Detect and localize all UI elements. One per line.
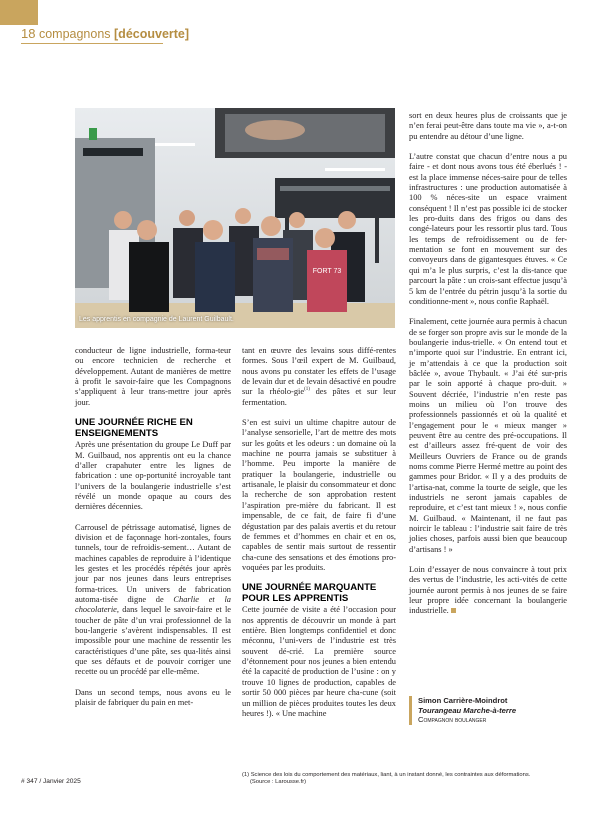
col1-p2-italic-title: Charlie et la chocolaterie [75, 595, 231, 615]
col1-paragraph-1: Après une présentation du groupe Le Duff par M. Guilbaud, nos apprentis ont eu la chance d’aller crapahuter entre les lignes de fabrication : une op-portunité incroyable tant l’univers de la boulangerie industrielle s’est révélé un monde opaque au cours des dernières décennies. [75, 440, 231, 512]
text-column-1 [75, 346, 231, 719]
col1-paragraph-2 [75, 523, 231, 678]
photo-caption: Les apprentis en compagnie de Laurent Guilbault. [79, 316, 234, 323]
footnote-text: (1) Science des lois du comportement des matériaux, liant, à un instant donné, les contraintes aux déformations. [242, 772, 531, 778]
col1-p2-text-b: , dans lequel le savoir-faire et le toucher de pâte d’un vrai professionnel de la bou-langerie s’avèrent indispensables. Il est impossible pour une machine de ressentir les caractéristiques d’une pâte, ses qua-lités ainsi que ses défauts et de pouvoir corriger une recette ou un procédé par elle-même. [75, 605, 231, 677]
col1-paragraph-3: Dans un second temps, nous avons eu le plaisir de fabriquer du pain en met- [75, 687, 231, 708]
header-rule [21, 43, 163, 44]
author-signature [409, 696, 569, 725]
subheading-journee-marquante: UNE JOURNÉE MARQUANTE POUR LES APPRENTIS [242, 582, 377, 604]
photo-illustration [75, 108, 395, 328]
col2-p1-text-a: tant en œuvre des levains sous diffé-rentes formes. Sous l’œil expert de M. Guilbaud, nous avons pu constater les effets de l’usage de levain dur et de levain désactivé en poudre sur la rhéolo-gie [242, 346, 396, 397]
author-name: Simon Carrière-Moindrot [418, 696, 508, 705]
author-title: Compagnon boulanger [418, 715, 487, 725]
text-column-3 [409, 111, 567, 627]
col2-paragraph-1 [242, 346, 396, 408]
footnote [242, 772, 582, 787]
section-tag: [découverte] [114, 27, 190, 41]
corner-accent-block [0, 0, 38, 25]
footnote-source: (Source : Larousse.fr) [250, 779, 307, 786]
col2-paragraph-2: S’en est suivi un ultime chapitre autour de l’analyse sensorielle, l’art de mettre des mots sur les goûts et les odeurs : un domaine où la machine ne pourra jamais se substituer à l’homme. Peu importe la manière de pratiquer la boulangerie, industrielle ou artisanale, le plaisir du consommateur et donc la recherche de son approbation restent l’aspiration pre-mière du fabricant. Il est impensable, de ce fait, de faire fi d’une dégustation par des palais avertis et du retour de femmes et d’hommes en chair et en os, capables de sentir mais surtout de ressentir cha-cune des sensations et des émotions pro-voquées par les produits. [242, 418, 396, 572]
col3-p4-text: Loin d’essayer de nous convaincre à tout prix des vertus de l’industrie, les acti-vités de cette journée auront permis à nos jeunes de se faire leur propre idée concernant la boulangerie industrielle. [409, 565, 567, 616]
group-photo [75, 108, 395, 328]
page-header [21, 27, 189, 41]
col3-paragraph-4 [409, 565, 567, 617]
col2-p1-text-b: des pâtes et sur leur fermentation. [242, 387, 396, 407]
end-of-article-mark [451, 608, 456, 613]
section-name: compagnons [38, 27, 111, 41]
col2-paragraph-3: Cette journée de visite a été l’occasion pour nos apprentis de découvrir un monde à part entière. Bien longtemps confidentiel et donc méconnu, l’uni-vers de l’industrie est très souvent dé-crié. La première source d’étonnement pour nos jeunes a bien entendu été la capacité de production de l’usine : on y trouve 10 lignes de production, capables de sortir 50 000 pièces par heure cha-cune (soit un million de pièces produites toutes les deux heures !). « Une machine [242, 605, 396, 718]
col3-paragraph-1: sort en deux heures plus de croissants que je n’en ferai peut-être dans toute ma vie », a-t-on pu entendre au détour d’une ligne. [409, 111, 567, 141]
page-number: 18 [21, 26, 36, 41]
col3-paragraph-3: Finalement, cette journée aura permis à chacun de se forger son propre avis sur le monde de la boulangerie indus-trielle. « On entend tout et n’importe quoi sur l’industrie. En entrant ici, je m’attendais à ce que la production soit bâclée », avoue Thybault. « J’ai été sur-pris par le soin apporté à chaque pro-duit. » Souvent décriée, l’industrie n’en reste pas moins un milieu où l’on trouve des professionnels passionnés et où la qualité et l’engagement pour le « mieux manger » peuvent être au centre des pré-occupations. Il est d’ailleurs assez fré-quent de voir des Meilleurs Ouvriers de France ou de grands noms comme Pierre Hermé mettre au point des gammes pour Bridor. « Il y a des produits de l’artisa-nat, comme la tourte de seigle, que les industriels ne seront jamais capables de reproduire, et c’est tant mieux ! », nous confie M. Guilbaud. « Maintenant, il ne faut pas noircir le tableau : l’industrie sait faire de très jolies choses, parfois aussi bien que beaucoup d’artisans ! » [409, 317, 567, 554]
footnote-ref: (1) [304, 387, 310, 393]
col1-p2-text-a: Carrousel de pétrissage automatisé, lignes de division et de façonnage hori-zontales, fours tunnels, tour de refroidis-sement… Autant de machines capables de reproduire à l’identique les gestes et les procédés répétés jour après jour par nos jeunes dans leurs entreprises forma-trices. Un univers de fabrication automa-tisée digne de [75, 522, 231, 605]
subheading-riche-enseignements: UNE JOURNÉE RICHE EN ENSEIGNEMENTS [75, 417, 193, 439]
col3-paragraph-2: L’autre constat que chacun d’entre nous a pu faire - et dont nous avons tous été éberlués ! - est la place immense néces-saire pour de telles infrastructures : une production automatisée à 100 % néces-site un espace vraiment conséquent ! Il n’est pas possible ici de stocker les pro-duits dans des frigos ou dans des congé-lateurs pour les ressortir plus tard. Tous les temps de refroidissement ou de fer-mentation se font en mouvement sur des convoyeurs dans de gigantesques étuves. « Ce qui m’a le plus surpris, c’est la dis-tance que parcourt la pâte : un crois-sant effectue jusqu’à 5 km de l’entrée du pétrin jusqu’à la sortie du conditionne-ment », nous confie Raphaël. [409, 152, 567, 306]
issue-info: # 347 / Janvier 2025 [21, 778, 81, 785]
col1-intro-paragraph: conducteur de ligne industrielle, forma-teur ou encore technicien de recherche et développement. Autant de manières de mettre à profit le savoir-faire que les Compagnons s’appliquent à leur trans-mettre jour après jour. [75, 346, 231, 407]
text-column-2 [242, 346, 396, 729]
shirt-print-text: FORT 73 [312, 268, 342, 275]
author-compagnon-name: Tourangeau Marche-à-terre [418, 705, 517, 715]
